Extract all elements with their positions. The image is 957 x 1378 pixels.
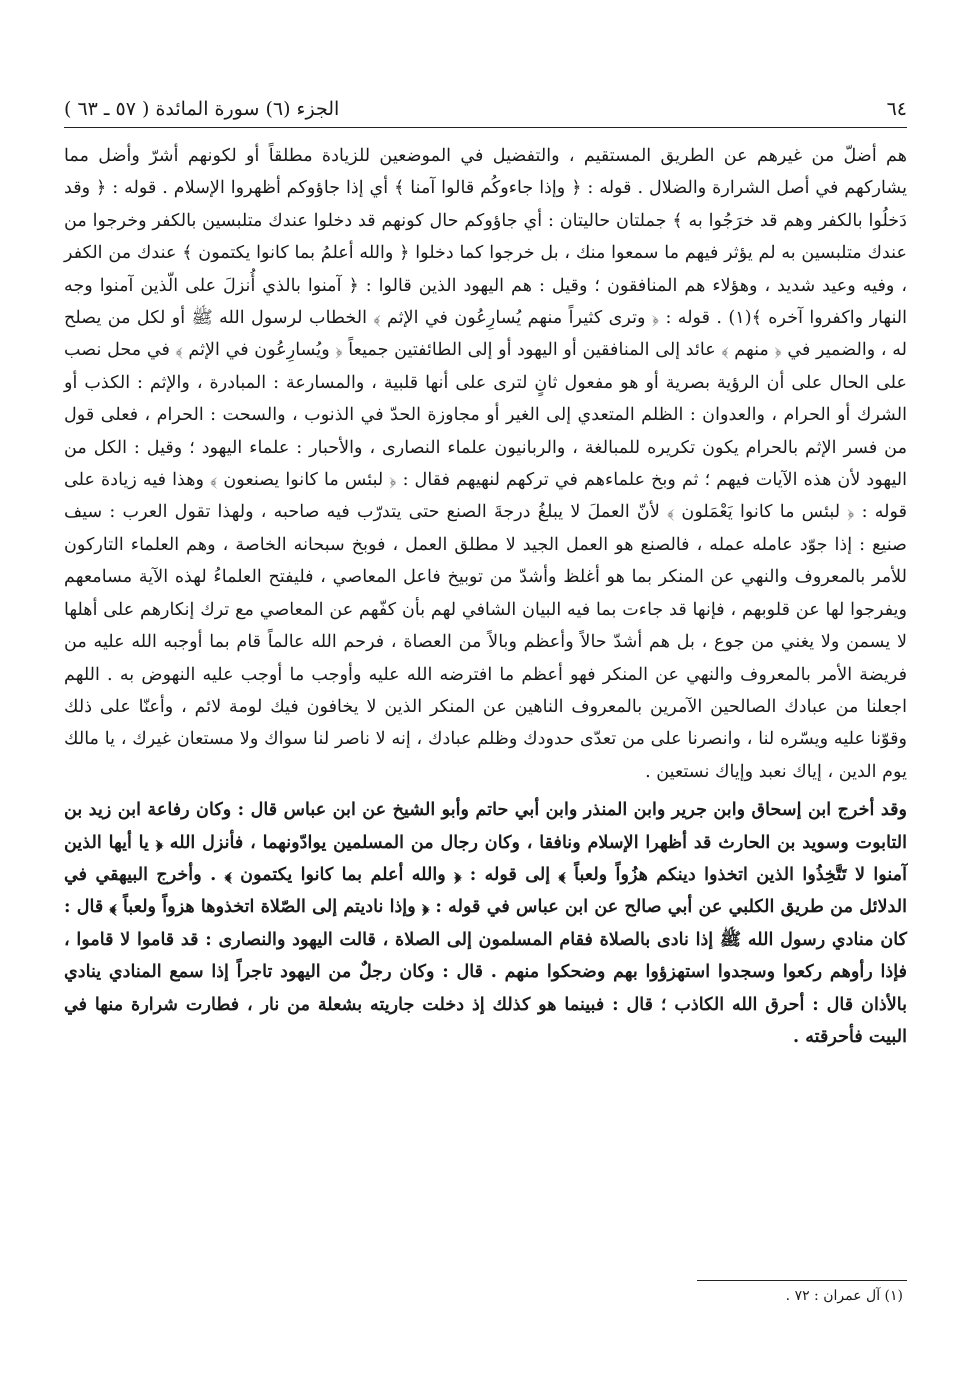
footnote: (١) آل عمران : ٧٢ .: [785, 1288, 903, 1304]
header-divider: [64, 127, 907, 128]
running-header: [64, 92, 907, 126]
narration-paragraph: وقد أخرج ابن إسحاق وابن جرير وابن المنذر وابن أبي حاتم وأبو الشيخ عن ابن عباس قال : وكان رفاعة ابن زيد بن التابوت وسويد بن الحارث قد أظهرا الإسلام ونافقا ، وكان رجال من المسلمين يوادّونهما ، فأنزل الله ﴿ يا أيها الذين آمنوا لا تَتَّخِذُوا الذين اتخذوا دينكم هزُواً ولعباً ﴾ إلى قوله : ﴿ والله أعلم بما كانوا يكتمون ﴾ . وأخرج البيهقي في الدلائل من طريق الكلبي عن أبي صالح عن ابن عباس في قوله : ﴿ وإذا ناديتم إلى الصّلاة اتخذوها هزواً ولعباً ﴾ قال : كان منادي رسول الله ﷺ إذا نادى بالصلاة فقام المسلمون إلى الصلاة ، قالت اليهود والنصارى : قد قاموا لا قاموا ، فإذا رأوهم ركعوا وسجدوا استهزؤوا بهم وضحكوا منهم . قال : وكان رجلٌ من اليهود تاجراً إذا سمع المنادي ينادي بالأذان قال : أحرق الله الكاذب ؛ قال : فبينما هو كذلك إذ دخلت جاريته بشعلة من نار ، فطارت شرارة منها في البيت فأحرقته .: [64, 799, 907, 1047]
footnote-divider: [697, 1280, 907, 1281]
running-title: الجزء (٦) سورة المائدة ( ٥٧ ـ ٦٣ ): [64, 98, 340, 120]
page-number: ٦٤: [886, 98, 907, 120]
main-text: [64, 140, 907, 1053]
commentary-paragraph: هم أضلّ من غيرهم عن الطريق المستقيم ، والتفضيل في الموضعين للزيادة مطلقاً أو لكونهم أشرّ وأضل مما يشاركهم في أصل الشرارة والضلال . قوله : ﴿ وإذا جاءوكُم قالوا آمنا ﴾ أي إذا جاؤوكم أظهروا الإسلام . قوله : ﴿ وقد دَخلُوا بالكفر وهم قد خرَجُوا به ﴾ جملتان حاليتان : أي جاؤوكم حال كونهم قد دخلوا عندك متلبسين بالكفر وخرجوا من عندك متلبسين به لم يؤثر فيهم ما سمعوا منك ، بل خرجوا كما دخلوا ﴿ والله أعلمُ بما كانوا يكتمون ﴾ عندك من الكفر ، وفيه وعيد شديد ، وهؤلاء هم المنافقون ؛ وقيل : هم اليهود الذين قالوا : ﴿ آمنوا بالذي أُنزلَ على الّذين آمنوا وجه النهار واكفروا آخره ﴾(١) . قوله : ﴿ وترى كثيراً منهم يُسارِعُون في الإثم ﴾ الخطاب لرسول الله ﷺ أو لكل من يصلح له ، والضمير في ﴿ منهم ﴾ عائد إلى المنافقين أو اليهود أو إلى الطائفتين جميعاً ﴿ ويُسارِعُون في الإثم ﴾ في محل نصب على الحال على أن الرؤية بصرية أو هو مفعول ثانٍ لترى على أنها قلبية ، والمسارعة : المبادرة ، والإثم : الكذب أو الشرك أو الحرام ، والعدوان : الظلم المتعدي إلى الغير أو مجاوزة الحدّ في الذنوب ، والسحت : الحرام ، فعلى قول من فسر الإثم بالحرام يكون تكريره للمبالغة ، والربانيون علماء النصارى ، والأحبار : علماء اليهود ؛ وقيل : الكل من اليهود لأن هذه الآيات فيهم ؛ ثم وبخ علماءهم في تركهم لنهيهم فقال : ﴿ لبئس ما كانوا يصنعون ﴾ وهذا فيه زيادة على قوله : ﴿ لبئس ما كانوا يَعْمَلون ﴾ لأنّ العملَ لا يبلغُ درجةَ الصنع حتى يتدرّب فيه صاحبه ، ولهذا تقول العرب : سيف صنيع : إذا جوّد عامله عمله ، فالصنع هو العمل الجيد لا مطلق العمل ، فوبخ سبحانه الخاصة ، وهم العلماء التاركون للأمر بالمعروف والنهي عن المنكر بما هو أغلظ وأشدّ من توبيخ فاعل المعاصي ، فليفتح العلماءُ لهذه الآية مسامعهم ويفرجوا لها عن قلوبهم ، فإنها قد جاءت بما فيه البيان الشافي لهم بأن كفّهم عن المعاصي مع ترك إنكارهم على أهلها لا يسمن ولا يغني من جوع ، بل هم أشدّ حالاً وأعظم وبالاً من العصاة ، فرحم الله عالماً قام بما أوجبه الله عليه من فريضة الأمر بالمعروف والنهي عن المنكر فهو أعظم ما افترضه الله عليه وأوجب ما أوجب عليه النهوض به . اللهم اجعلنا من عبادك الصالحين الآمرين بالمعروف الناهين عن المنكر الذين لا يخافون فيك لومة لائم ، وأعنّا على ذلك وقوّنا عليه ويسّره لنا ، وانصرنا على من تعدّى حدودك وظلم عبادك ، إنه لا ناصر لنا سواك ولا مستعان غيرك ، يا مالك يوم الدين ، إياك نعبد وإياك نستعين .: [64, 146, 907, 782]
